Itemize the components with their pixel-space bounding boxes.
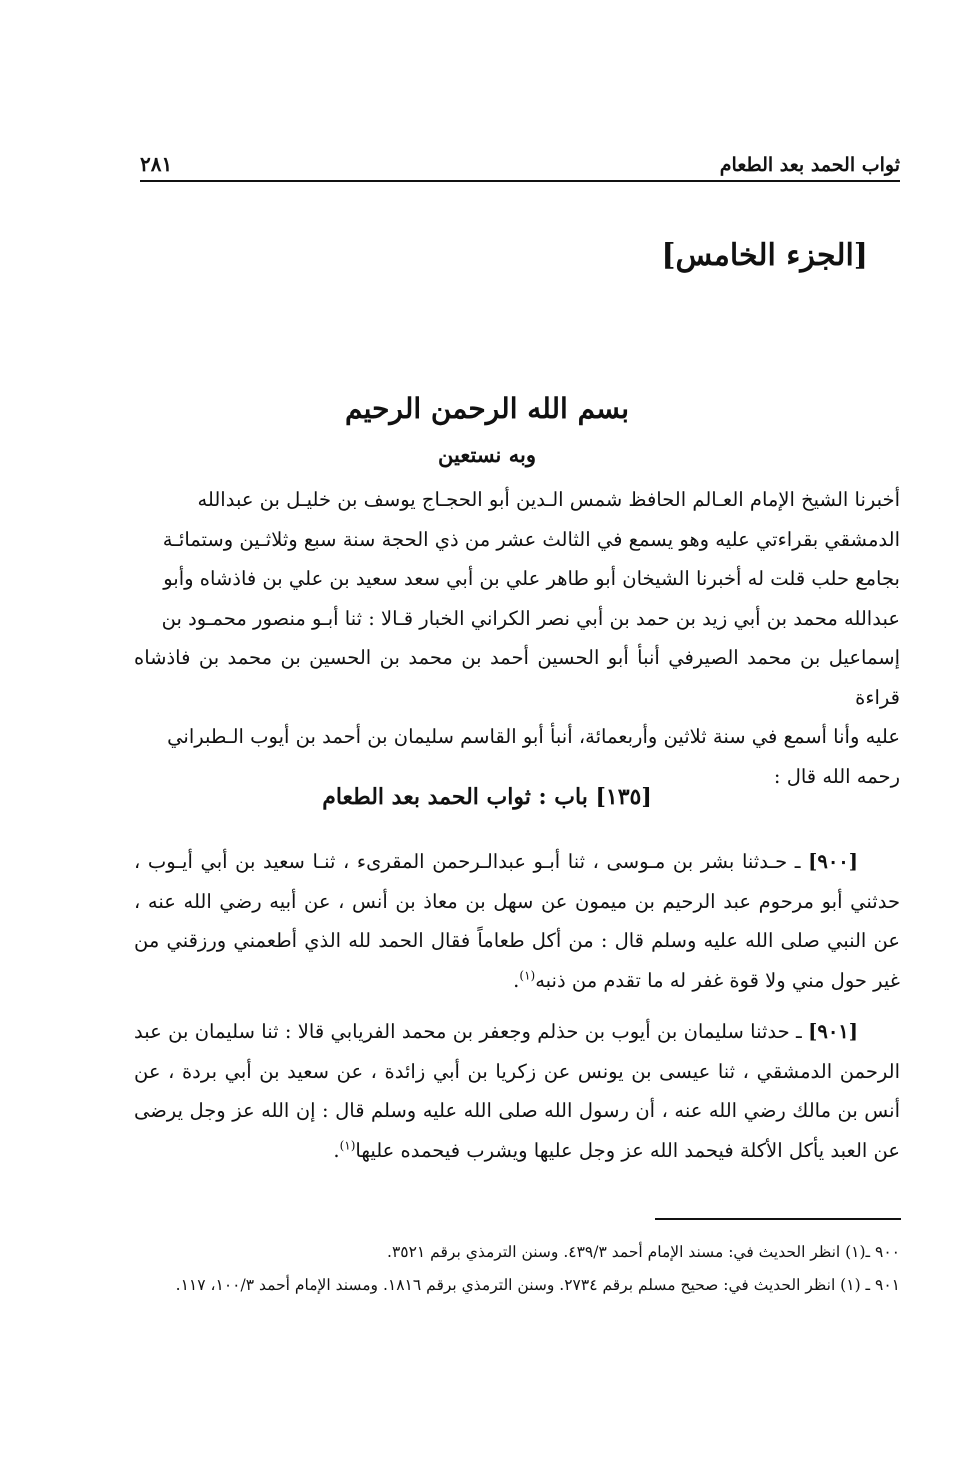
hadith-900-note-marker: (١) <box>519 968 536 982</box>
hadith-901 <box>134 1012 900 1170</box>
hadith-901-end: . <box>333 1138 340 1162</box>
intro-line: الدمشقي بقراءتي عليه وهو يسمع في الثالث عشر من ذي الحجة سنة سبع وثلاثـين وستمائـة <box>162 527 900 551</box>
page-number: ٢٨١ <box>140 152 173 176</box>
hadith-900-paragraph <box>134 842 900 1000</box>
footnote-900: ٩٠٠ ـ(١) انظر الحديث في: مسند الإمام أحمد ٤٣٩/٣. وسنن الترمذي برقم ٣٥٢١. <box>387 1243 900 1261</box>
subheading: وبه نستعين <box>438 442 536 467</box>
hadith-901-number: [٩٠١] <box>808 1020 858 1043</box>
part-heading: [الجزء الخامس] <box>661 238 868 273</box>
intro-line: أخبرنا الشيخ الإمام العـالم الحافظ شمس الـدين أبو الحجـاج يوسف بن خليـل بن عبدالله <box>197 488 900 511</box>
running-header <box>140 146 900 182</box>
intro-line: عبدالله محمد بن أبي زيد بن حمد بن أبي نصر الكراني الخبار قـالا : ثنا أبـو منصور محمـود بن <box>161 606 900 630</box>
hadith-900 <box>134 842 900 1000</box>
intro-line: إسماعيل بن محمد الصيرفي أنبأ أبو الحسين أحمد بن محمد بن الحسين بن محمد بن فاذشاه قراءة <box>134 646 900 709</box>
intro-line: عليه وأنا أسمع في سنة ثلاثين وأربعمائة، أنبأ أبو القاسم سليمان بن أحمد بن أيوب الـطبراني <box>167 725 900 748</box>
intro-line: بجامع حلب قلت له أخبرنا الشيخان أبو طاهر علي بن أبي سعد سعيد بن علي بن فاذشاه وأبو <box>163 567 900 590</box>
footnotes <box>134 1238 900 1304</box>
running-title: ثواب الحمد بعد الطعام <box>719 154 900 176</box>
hadith-900-end: . <box>513 968 520 992</box>
hadith-901-text: ـ حدثنا سليمان بن أيوب بن حذلم وجعفر بن محمد الفريابي قالا : ثنا سليمان بن عبد الرحمن الدمشقي ، ثنا عيسى بن يونس عن زكريا بن أبي زائدة ، عن سعيد بن أبي بردة ، عن أنس بن مالك رضي الله عنه ، أن رسول الله صلى الله عليه وسلم قال : إن الله عز وجل يرضى عن العبد يأكل الأكلة فيحمد الله عز وجل عليها ويشرب فيحمده عليها <box>134 1020 900 1162</box>
footnote-divider <box>655 1218 901 1220</box>
intro-paragraph <box>134 480 900 796</box>
hadith-900-number: [٩٠٠] <box>808 850 858 873</box>
chapter-title: [١٣٥] باب : ثواب الحمد بعد الطعام <box>322 784 652 810</box>
footnote-901: ٩٠١ ـ (١) انظر الحديث في: صحيح مسلم برقم ٢٧٣٤. وسنن الترمذي برقم ١٨١٦. ومسند الإمام أحمد ١٠٠/٣، ١١٧. <box>175 1276 900 1294</box>
basmala: بسم الله الرحمن الرحيم <box>345 392 629 425</box>
hadith-901-note-marker: (١) <box>339 1138 356 1152</box>
hadith-901-paragraph <box>134 1012 900 1170</box>
intro-line: رحمه الله قال : <box>773 764 900 788</box>
hadith-900-text: ـ حـدثنا بشر بن مـوسى ، ثنا أبـو عبدالـرحمن المقرىء ، ثنـا سعيد بن أبي أيـوب ، حدثني أبو مرحوم عبد الرحيم بن ميمون عن سهل بن معاذ بن أنس ، عن أبيه رضي الله عنه ، عن النبي صلى الله عليه وسلم قال : من أكل طعاماً فقال الحمد لله الذي أطعمني ورزقني من غير حول مني ولا قوة غفر له ما تقدم من ذنبه <box>134 850 900 992</box>
